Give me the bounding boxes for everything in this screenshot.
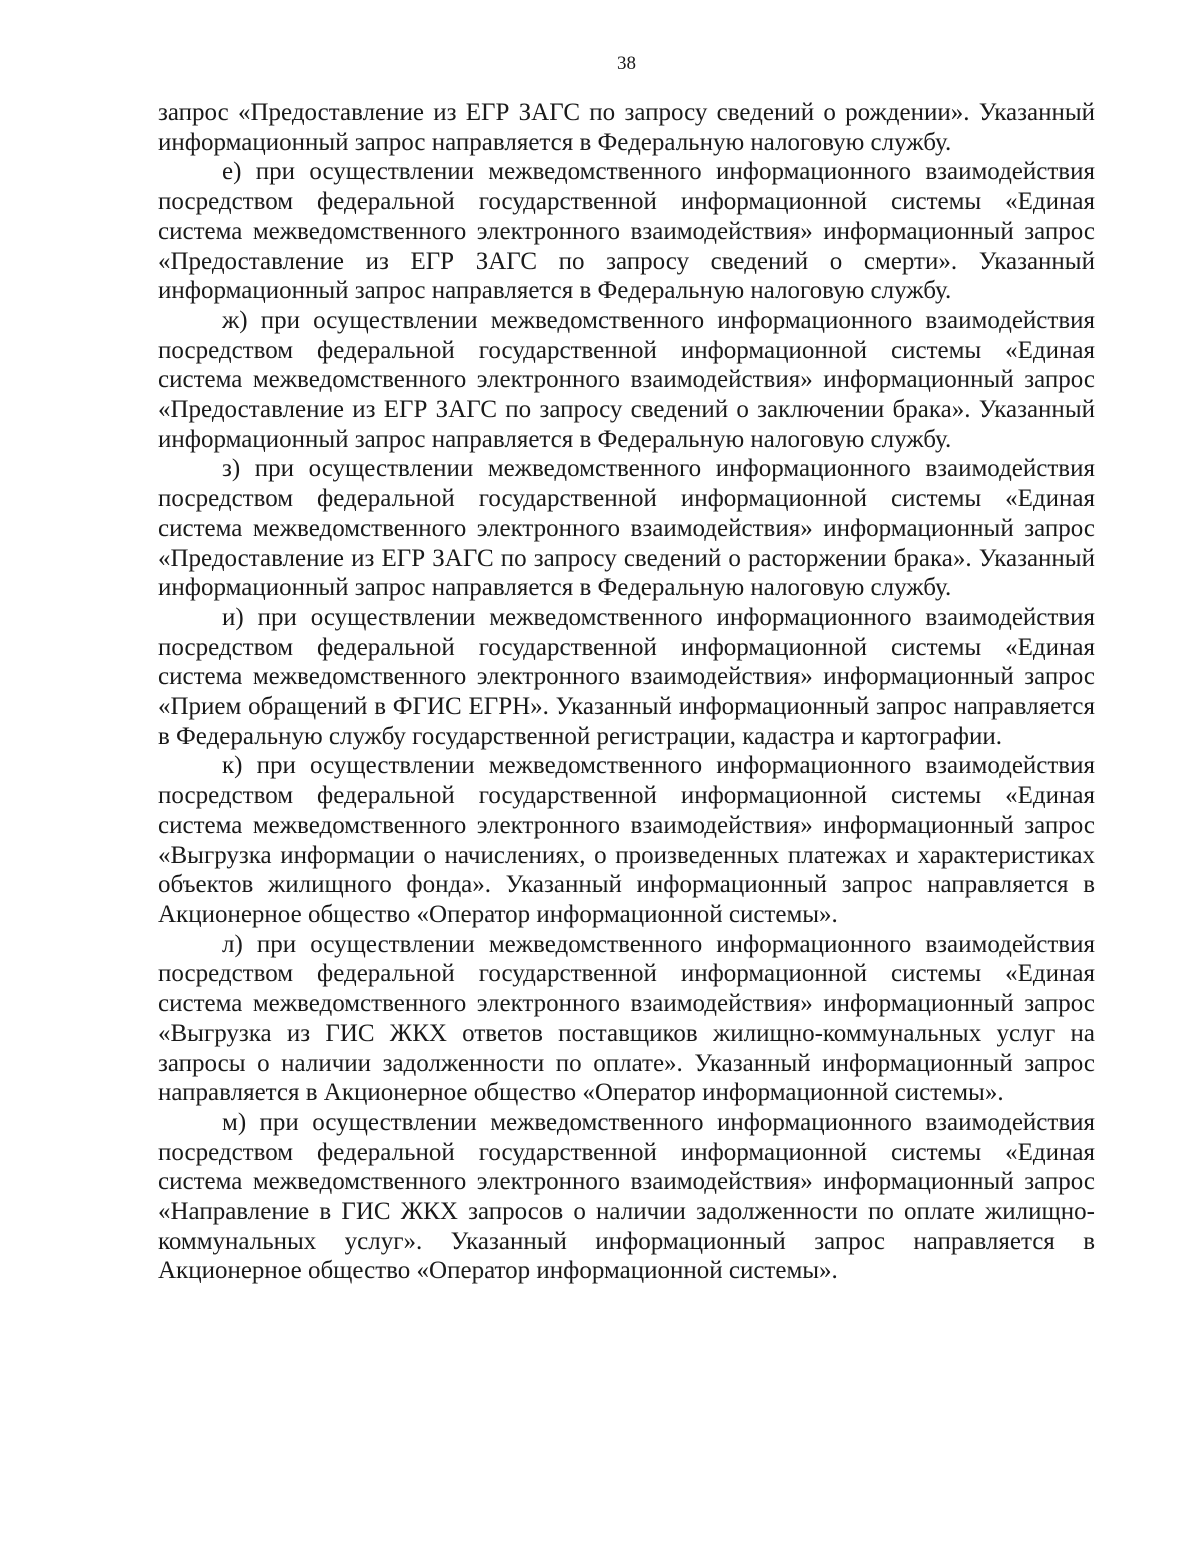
paragraph-continuation: запрос «Предоставление из ЕГР ЗАГС по запросу сведений о рождении». Указанный информационный запрос направляется в Федеральную налоговую службу. (158, 99, 1095, 156)
paragraph-item-z: з) при осуществлении межведомственного информационного взаимодействия посредством федеральной государственной информационной системы «Единая система межведомственного электронного взаимодействия» информационный запрос «Предоставление из ЕГР ЗАГС по запросу сведений о расторжении брака». Указанный информационный запрос направляется в Федеральную налоговую службу. (158, 455, 1095, 602)
paragraph-item-e: е) при осуществлении межведомственного информационного взаимодействия посредством федеральной государственной информационной системы «Единая система межведомственного электронного взаимодействия» информационный запрос «Предоставление из ЕГР ЗАГС по запросу сведений о смерти». Указанный информационный запрос направляется в Федеральную налоговую службу. (158, 158, 1095, 305)
paragraph-item-zh: ж) при осуществлении межведомственного информационного взаимодействия посредством федеральной государственной информационной системы «Единая система межведомственного электронного взаимодействия» информационный запрос «Предоставление из ЕГР ЗАГС по запросу сведений о заключении брака». Указанный информационный запрос направляется в Федеральную налоговую службу. (158, 306, 1095, 453)
document-body (158, 98, 1095, 1286)
paragraph-item-k: к) при осуществлении межведомственного информационного взаимодействия посредством федеральной государственной информационной системы «Единая система межведомственного электронного взаимодействия» информационный запрос «Выгрузка информации о начислениях, о произведенных платежах и характеристиках объектов жилищного фонда». Указанный информационный запрос направляется в Акционерное общество «Оператор информационной системы». (158, 752, 1095, 928)
paragraph-item-l: л) при осуществлении межведомственного информационного взаимодействия посредством федеральной государственной информационной системы «Единая система межведомственного электронного взаимодействия» информационный запрос «Выгрузка из ГИС ЖКХ ответов поставщиков жилищно-коммунальных услуг на запросы о наличии задолженности по оплате». Указанный информационный запрос направляется в Акционерное общество «Оператор информационной системы». (158, 930, 1095, 1107)
paragraph-item-i: и) при осуществлении межведомственного информационного взаимодействия посредством федеральной государственной информационной системы «Единая система межведомственного электронного взаимодействия» информационный запрос «Прием обращений в ФГИС ЕГРН». Указанный информационный запрос направляется в Федеральную службу государственной регистрации, кадастра и картографии. (158, 603, 1095, 750)
paragraph-item-m: м) при осуществлении межведомственного информационного взаимодействия посредством федеральной государственной информационной системы «Единая система межведомственного электронного взаимодействия» информационный запрос «Направление в ГИС ЖКХ запросов о наличии задолженности по оплате жилищно-коммунальных услуг». Указанный информационный запрос направляется в Акционерное общество «Оператор информационной системы». (158, 1108, 1095, 1285)
page-number: 38 (617, 53, 636, 74)
